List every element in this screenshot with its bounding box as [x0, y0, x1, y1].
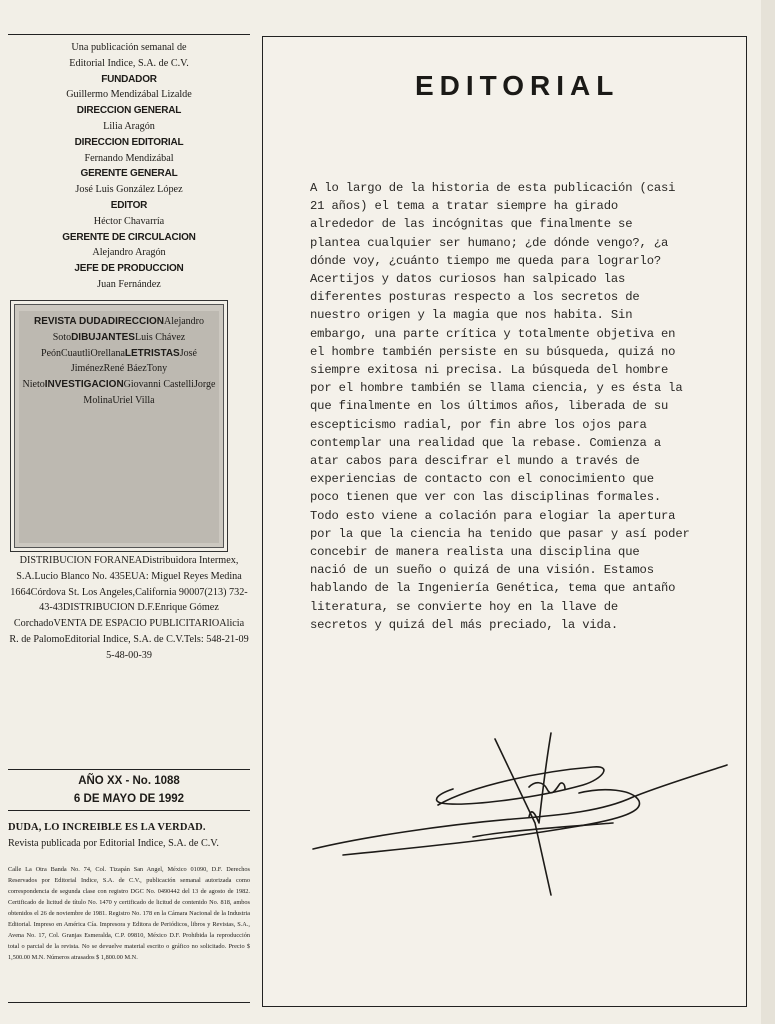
legal-title: DUDA, LO INCREIBLE ES LA VERDAD.: [8, 822, 206, 833]
masthead-column: [8, 34, 250, 1002]
duda-role: REVISTA DUDA: [33, 316, 108, 327]
editorial-frame: [262, 36, 747, 1007]
masthead-role: FUNDADOR: [101, 73, 157, 85]
masthead-role: JEFE DE PRODUCCION: [74, 263, 184, 275]
distribution-list: [8, 553, 250, 664]
distribution-role: VENTA DE ESPACIO PUBLICITARIO: [53, 618, 220, 630]
distribution-name: EUA: Miguel Reyes Medina 1664: [10, 570, 242, 598]
masthead-role: DIRECCION EDITORIAL: [74, 136, 184, 148]
masthead-role: GERENTE DE CIRCULACION: [62, 231, 196, 243]
masthead-role: EDITOR: [110, 199, 148, 211]
signature-scribble: [303, 727, 733, 907]
duda-name: Uriel Villa: [112, 394, 155, 406]
distribution-name: Editorial Indice, S.A. de C.V.: [64, 633, 185, 645]
masthead-name: Editorial Indice, S.A. de C.V.: [69, 57, 189, 69]
duda-name: René Báez: [103, 363, 147, 375]
legal-subtitle: Revista publicada por Editorial Indice, S.A. de C.V.: [8, 838, 219, 849]
distribution-name: Lucio Blanco No. 435: [34, 570, 125, 582]
issue-bottom-rule: [8, 810, 250, 811]
duda-name: Luis Chávez Peón: [41, 331, 186, 359]
duda-role: DIRECCION: [107, 316, 165, 327]
masthead-top-rule: [8, 34, 250, 35]
distribution-name: California 90007: [135, 586, 205, 598]
duda-role: DIBUJANTES: [71, 331, 135, 343]
legal-text: Calle La Otra Banda No. 74, Col. Tizapán San Angel, México 01090, D.F. Derechos Reservados por Editorial Indice, S.A. de C.V., publicación semanal autorizada como correspondencia de segunda clase con registro DGC No. 0490442 del 13 de agosto de 1982. Certificado de licitud de título No. 1470 y certificado de licitud de contenido No. 818, ambos obtenidos el 26 de noviembre de 1981. Registro No. 178 en la Cámara Nacional de la Industria Editorial. Impreso en América Cía. Impresora y Editora de Periódicos, libros y Revistas, S.A., Avena No. 17, Col. Granjas Esmeralda, C.P. 09810, México D.F. Prohibida la reproducción total o parcial de la revista. No se devuelve material escrito o gráfico no solicitado. Precio $ 1,500.00 M.N. Números atrasados $ 1,800.00 M.N.: [8, 866, 250, 961]
masthead-name: Una publicación semanal de: [71, 42, 187, 53]
distribution-role: DISTRIBUCION FORANEA: [19, 555, 143, 566]
duda-name: Jorge Molina: [83, 379, 216, 406]
masthead-name: José Luis González López: [75, 184, 183, 196]
page-edge: [761, 0, 775, 1024]
editorial-body: A lo largo de la historia de esta publicación (casi 21 años) el tema a tratar siempre ha girado alrededor de las incógnitas que finalmente se plantea cualquier ser humano; ¿de dónde vengo?, ¿a dónde voy, ¿cuánto tiempo me queda para lograrlo? Acertijos y datos curiosos han salpicado las diferentes posturas respecto a los secretos de nuestro origen y la magia que nos habita. Sin embargo, una parte crítica y totalmente objetiva en el hombre también persiste en su búsqueda, quizá no siempre exitosa ni precisa. La búsqueda del hombre por el hombre también se llama ciencia, y es ésta la que finalmente en los últimos años, liberada de su escepticismo radial, por fin abre los ojos para contemplar una realidad que la rebase. Comienza a atar cabos para descifrar el mundo a través de experiencias de contacto con el conocimiento que poco tienen que ver con las disciplinas formales. Todo esto viene a colación para elogiar la apertura por la que la ciencia ha tenido que pasar y así poder concebir de manera realista una disciplina que nació de un sueño o quizá de una visión. Estamos hablando de la Ingeniería Genética, tema que antaño literatura, se convierte hoy en la llave de secretos y quizá del más preciado, la vida.: [310, 181, 690, 632]
distribution-name: Alicia R. de Palomo: [9, 618, 245, 645]
masthead-name: Guillermo Mendizábal Lizalde: [66, 89, 192, 101]
masthead-staff-list: [8, 40, 250, 293]
legal-bottom-rule: [8, 1002, 250, 1003]
masthead-name: Fernando Mendizábal: [84, 152, 174, 164]
distribution-role: DISTRIBUCION D.F.: [62, 602, 155, 614]
issue-number: AÑO XX - No. 1088: [78, 775, 180, 787]
distribution-name: Enrique Gómez Corchado: [13, 602, 219, 630]
duda-name: José Jiménez: [70, 347, 197, 375]
masthead-name: Juan Fernández: [97, 278, 161, 290]
duda-role: LETRISTAS: [124, 347, 180, 359]
issue-date: 6 DE MAYO DE 1992: [73, 793, 185, 805]
issue-top-rule: [8, 769, 250, 770]
masthead-name: Héctor Chavarría: [93, 215, 165, 227]
masthead-role: GERENTE GENERAL: [80, 168, 178, 180]
duda-name: Cuautli: [61, 347, 91, 359]
duda-name: Orellana: [90, 347, 125, 359]
duda-staff-list: [19, 311, 219, 543]
duda-name: Alejandro Soto: [52, 316, 205, 343]
distribution-name: (213) 732-43-43: [39, 586, 248, 614]
distribution-name: Distribuidora Intermex, S.A.: [16, 555, 239, 582]
duda-name: Tony Nieto: [22, 363, 168, 391]
masthead-name: Alejandro Aragón: [92, 247, 166, 259]
editorial-title: EDITORIAL: [415, 70, 620, 101]
distribution-name: Tels: 548-21-09 5-48-00-39: [106, 633, 249, 661]
masthead-role: DIRECCION GENERAL: [76, 105, 182, 117]
duda-name: Giovanni Castelli: [123, 379, 194, 391]
duda-staff-box: [10, 300, 228, 552]
duda-role: INVESTIGACION: [44, 379, 124, 391]
masthead-name: Lilia Aragón: [103, 120, 155, 132]
issue-info: [8, 772, 250, 808]
distribution-name: Córdova St. Los Angeles,: [30, 586, 136, 598]
